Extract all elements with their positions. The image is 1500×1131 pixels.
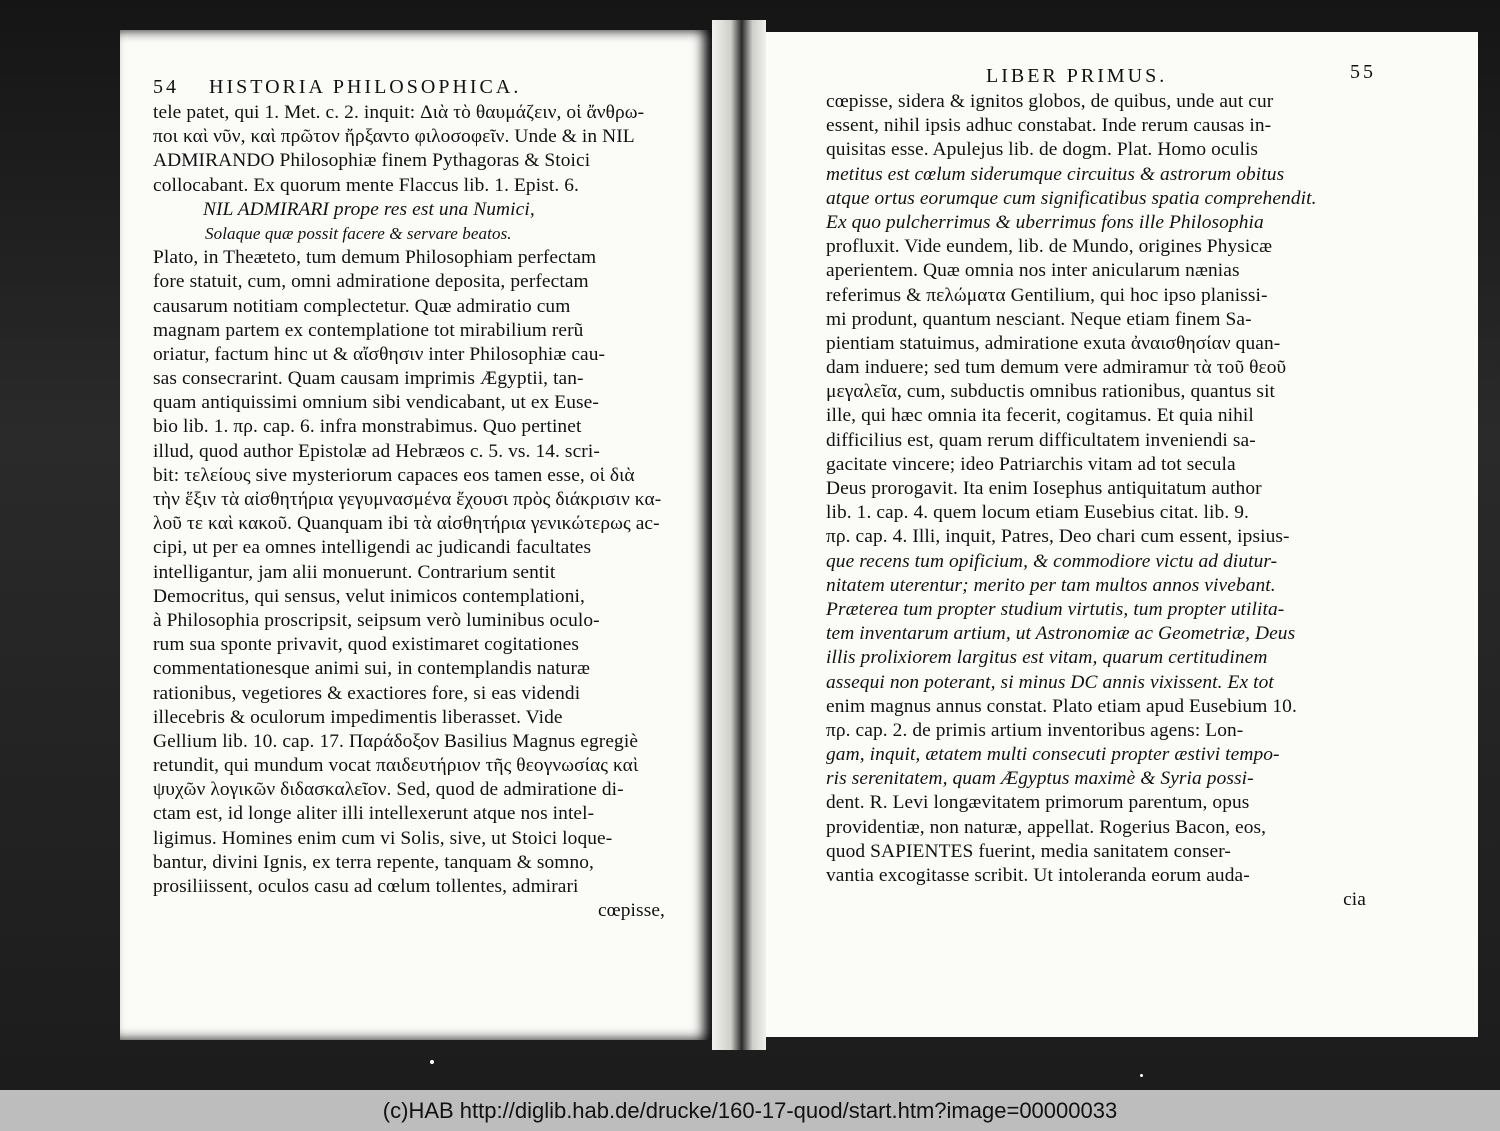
text-line: profluxit. Vide eundem, lib. de Mundo, origines Physicæ: [826, 236, 1273, 258]
text-line: retundit, qui mundum vocat παιδευτήριον τῆς θεογνωσίας καὶ: [153, 755, 639, 777]
text-line: quod SAPIENTES fuerint, media sanitatem conser-: [826, 840, 1231, 862]
text-line: causarum notitiam complectetur. Quæ admiratio cum: [153, 295, 571, 317]
text-line: Gellium lib. 10. cap. 17. Παράδοξον Basilius Magnus egregiè: [153, 730, 639, 752]
text-line: atque ortus eorumque cum significatibus spatia comprehendit.: [826, 187, 1317, 209]
text-line: lib. 1. cap. 4. quem locum etiam Eusebius citat. lib. 9.: [826, 502, 1249, 524]
text-line: Plato, in Theæteto, tum demum Philosophiam perfectam: [153, 247, 597, 269]
scan-speck: [430, 1060, 434, 1064]
left-head-title: HISTORIA PHILOSOPHICA.: [209, 76, 522, 98]
text-line: bit: τελείους sive mysteriorum capaces eos tamen esse, οἱ διὰ: [153, 464, 635, 486]
text-line: illis prolixiorem largitus est vitam, quarum certitudinem: [826, 647, 1268, 669]
text-line: Præterea tum propter studium virtutis, tum propter utilita-: [826, 598, 1285, 620]
text-line: ψυχῶν λογικῶν διδασκαλεῖον. Sed, quod de admiratione di-: [153, 779, 624, 801]
text-line: illud, quod author Epistolæ ad Hebræos c. 5. vs. 14. scri-: [153, 440, 600, 462]
text-line: ADMIRANDO Philosophiæ finem Pythagoras & Stoici: [153, 150, 591, 172]
text-line: à Philosophia proscripsit, seipsum verò luminibus oculo-: [153, 609, 600, 631]
text-line: bio lib. 1. πρ. cap. 6. infra monstrabimus. Quo pertinet: [153, 416, 582, 438]
text-line: bantur, divini Ignis, ex terra repente, tanquam & somno,: [153, 851, 594, 873]
right-page-number: 55: [1350, 61, 1376, 83]
book-gutter: [712, 20, 766, 1050]
catchword: cœpisse,: [597, 900, 665, 922]
text-line: ποι καὶ νῦν, καὶ πρῶτον ἤρξαντο φιλοσοφεῖν. Unde & in NIL: [153, 126, 635, 148]
text-line: gacitate vincere; ideo Patriarchis vitam ad tot secula: [826, 453, 1236, 475]
text-line: rationibus, vegetiores & exactiores fore, si eas videndi: [153, 682, 581, 704]
text-line: commentationesque animi sui, in contemplandis naturæ: [153, 658, 591, 680]
text-line: πρ. cap. 4. Illi, inquit, Patres, Deo chari cum essent, ipsius-: [826, 526, 1290, 548]
text-line: μεγαλεῖα, cum, subductis omnibus rationibus, quantus sit: [826, 381, 1276, 403]
left-page-text: [153, 75, 665, 923]
text-line: quam antiquissimi omnium sibi vendicabant, ut ex Euse-: [153, 392, 599, 414]
text-line: λοῦ τε καὶ κακοῦ. Quanquam ibi τὰ αἰσθητήρια γενικώτερως ac-: [153, 513, 660, 535]
text-line: enim magnus annus constat. Plato etiam apud Eusebium 10.: [826, 695, 1297, 717]
left-page-number: 54: [153, 76, 179, 98]
text-line: tele patet, qui 1. Met. c. 2. inquit: Διὰ τὸ θαυμάζειν, οἱ ἄνθρω-: [153, 102, 645, 123]
text-line: oriatur, factum hinc ut & αἴσθησιν inter Philosophiæ cau-: [153, 343, 606, 365]
text-line: πρ. cap. 2. de primis artium inventoribus agens: Lon-: [826, 719, 1244, 741]
text-line: intelligantur, jam alii monuerunt. Contrarium sentit: [153, 561, 556, 583]
text-line: sas consecrarint. Quam causam imprimis Ægyptii, tan-: [153, 368, 584, 390]
text-line: Democritus, qui sensus, velut inimicos contemplationi,: [153, 585, 585, 607]
right-running-head: [826, 61, 1376, 90]
text-line: nitatem uterentur; merito per tam multos annos vivebant.: [826, 574, 1276, 596]
text-line: cipi, ut per ea omnes intelligendi ac judicandi facultates: [153, 537, 592, 559]
right-page-text: [826, 61, 1376, 912]
verse-line: NIL ADMIRARI prope res est una Numici,: [203, 198, 535, 220]
text-line: mi produnt, quantum nesciant. Neque etiam finem Sa-: [826, 308, 1252, 330]
text-line: tem inventarum artium, ut Astronomiæ ac Geometriæ, Deus: [826, 623, 1296, 645]
text-line: τὴν ἕξιν τὰ αἰσθητήρια γεγυμνασμένα ἔχουσι πρὸς διάκρισιν κα-: [153, 489, 662, 510]
text-line: dam induere; sed tum demum vere admiramur τὰ τοῦ θεοῦ: [826, 357, 1287, 379]
text-line: cœpisse, sidera & ignitos globos, de quibus, unde aut cur: [826, 91, 1274, 112]
text-line: prosiliissent, oculos casu ad cœlum tollentes, admirari: [153, 876, 579, 897]
right-head-title: LIBER PRIMUS.: [986, 65, 1168, 87]
text-line: difficilius est, quam rerum difficultatem inveniendi sa-: [826, 429, 1256, 451]
left-page: [120, 30, 712, 1040]
catchword: cia: [1343, 889, 1366, 911]
text-line: collocabant. Ex quorum mente Flaccus lib. 1. Epist. 6.: [153, 174, 579, 196]
text-line: magnam partem ex contemplatione tot mirabilium rerũ: [153, 319, 584, 341]
text-line: quisitas esse. Apulejus lib. de dogm. Plat. Homo oculis: [826, 139, 1259, 161]
text-line: rum sua sponte privavit, quod existimaret cogitationes: [153, 634, 579, 656]
scan-speck: [1140, 1074, 1143, 1077]
text-line: pientiam statuimus, admiratione exuta ἀναισθησίαν quan-: [826, 332, 1281, 354]
text-line: dent. R. Levi longævitatem primorum parentum, opus: [826, 792, 1250, 814]
text-line: assequi non poterant, si minus DC annis vixissent. Ex tot: [826, 671, 1274, 693]
text-line: essent, nihil ipsis adhuc constabat. Inde rerum causas in-: [826, 115, 1272, 137]
text-line: aperientem. Quæ omnia nos inter anicularum nænias: [826, 260, 1240, 282]
text-line: gam, inquit, ætatem multi consecuti propter æstivi tempo-: [826, 744, 1280, 766]
text-line: ris serenitatem, quam Ægyptus maximè & Syria possi-: [826, 768, 1254, 790]
verse-line: Solaque quæ possit facere & servare beatos.: [205, 223, 512, 243]
text-line: fore statuit, cum, omni admiratione deposita, perfectam: [153, 271, 589, 293]
text-line: que recens tum opificium, & commodiore victu ad diutur-: [826, 550, 1278, 572]
text-line: illecebris & oculorum impedimentis liberasset. Vide: [153, 706, 563, 728]
text-line: ligimus. Homines enim cum vi Solis, sive, ut Stoici loque-: [153, 827, 613, 849]
text-line: referimus & πελώματα Gentilium, qui hoc ipso planissi-: [826, 284, 1268, 306]
text-line: metitus est cœlum siderumque circuitus & astrorum obitus: [826, 163, 1285, 185]
right-page: [766, 32, 1478, 1037]
text-line: ctam est, id longe aliter illi intellexerunt atque nos intel-: [153, 803, 595, 825]
copyright-footer: [0, 1090, 1500, 1131]
text-line: providentiæ, non naturæ, appellat. Rogerius Bacon, eos,: [826, 816, 1267, 838]
left-running-head: [153, 75, 665, 101]
text-line: ille, qui hæc omnia ita fecerit, cogitamus. Et quia nihil: [826, 405, 1254, 427]
text-line: vantia excogitasse scribit. Ut intoleranda eorum auda-: [826, 865, 1250, 886]
text-line: Ex quo pulcherrimus & uberrimus fons ille Philosophia: [826, 211, 1264, 233]
text-line: Deus prorogavit. Ita enim Iosephus antiquitatum author: [826, 478, 1262, 499]
footer-credit: (c)HAB http://diglib.hab.de/drucke/160-17-quod/start.htm?image=00000033: [382, 1098, 1118, 1123]
